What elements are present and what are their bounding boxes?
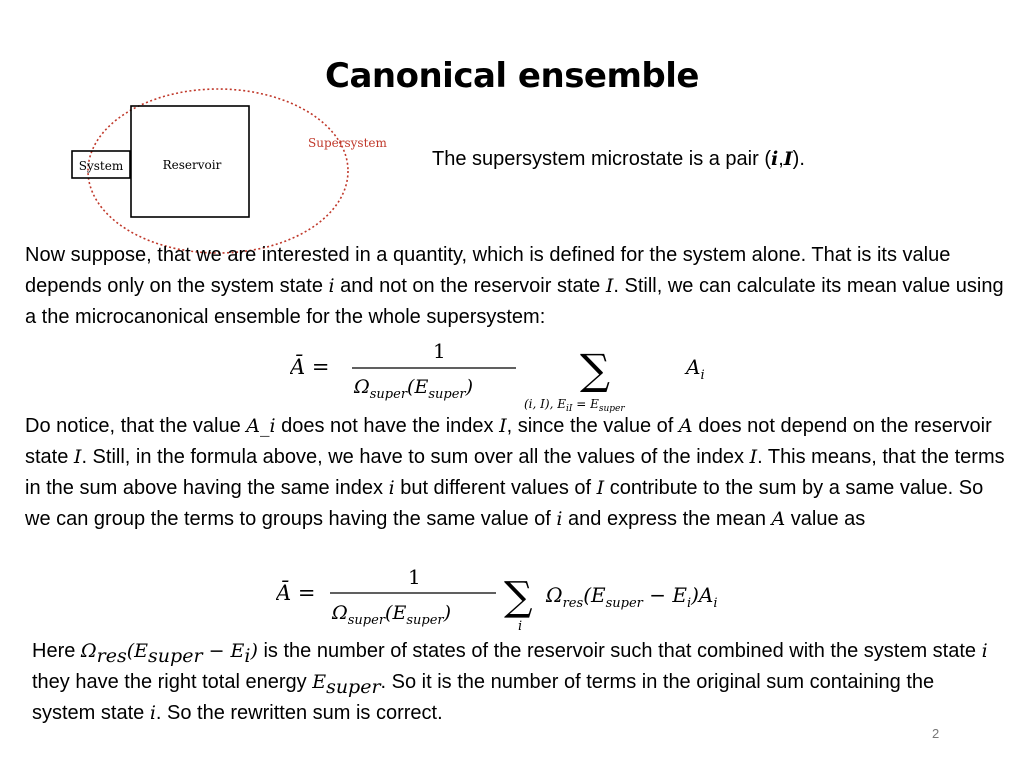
system-label: System — [78, 159, 124, 173]
svg-text:(i, I), EiI = Esuper: (i, I), $E_{iI} = E_{super}$ — [524, 397, 625, 414]
formula-mean-microcanonical — [290, 338, 730, 418]
svg-text:∑: ∑ — [504, 574, 533, 620]
svg-text:Ωsuper(Esuper): $\Omega_{super}(E_{super})$ — [354, 376, 474, 402]
svg-text:1: 1 — [408, 565, 421, 589]
svg-text:Ā =: Ā = — [290, 355, 330, 379]
paragraph-1: Now suppose, that we are interested in a quantity, which is defined for the system alone. That is its value depends only on the system state i and not on the reservoir state I. Still, we can calculate its mean value using a the microcanonical ensemble for the whole supersystem: — [25, 244, 1004, 328]
svg-text:1: 1 — [433, 339, 446, 363]
supersystem-label: Supersystem — [308, 136, 387, 150]
reservoir-label: Reservoir — [162, 158, 222, 172]
paragraph-2: Do notice, that the value A_i does not have the index I, since the value of A does not depend on the reservoir state I. Still, in the formula above, we have to sum over all the values of the index I. This means, that the terms in the sum above having the same index i but different values of I contribute to the sum by a same value. So we can group the terms to groups having the same value of i and express the mean A value as — [25, 415, 1005, 530]
page-number: 2 — [932, 726, 940, 741]
svg-text:i: i — [518, 619, 523, 634]
paragraph-3: Here $\Omega_{res}(E_{super} - E_i)$ is the number of states of the reservoir such that combined with the system state i they have the right total energy $E_{super}$. So it is the number of terms in the original sum containing the system state i. So the rewritten sum is correct. — [32, 640, 988, 724]
svg-text:Ωres(Esuper − Ei)Ai: $\Omega_{res}(E_{super} - E_i)A_i$ — [546, 583, 718, 611]
svg-text:Ai: $A_i$ — [686, 355, 705, 383]
formula-mean-grouped — [276, 562, 796, 638]
svg-text:Ā =: Ā = — [276, 581, 316, 605]
svg-text:Ωsuper(Esuper): $\Omega_{super}(E_{super})$ — [332, 602, 452, 628]
system-reservoir-diagram — [40, 86, 400, 256]
svg-text:∑: ∑ — [580, 345, 610, 394]
supersystem-microstate-sentence: The supersystem microstate is a pair (i,I). — [432, 148, 805, 170]
slide-title: Canonical ensemble — [325, 56, 699, 96]
